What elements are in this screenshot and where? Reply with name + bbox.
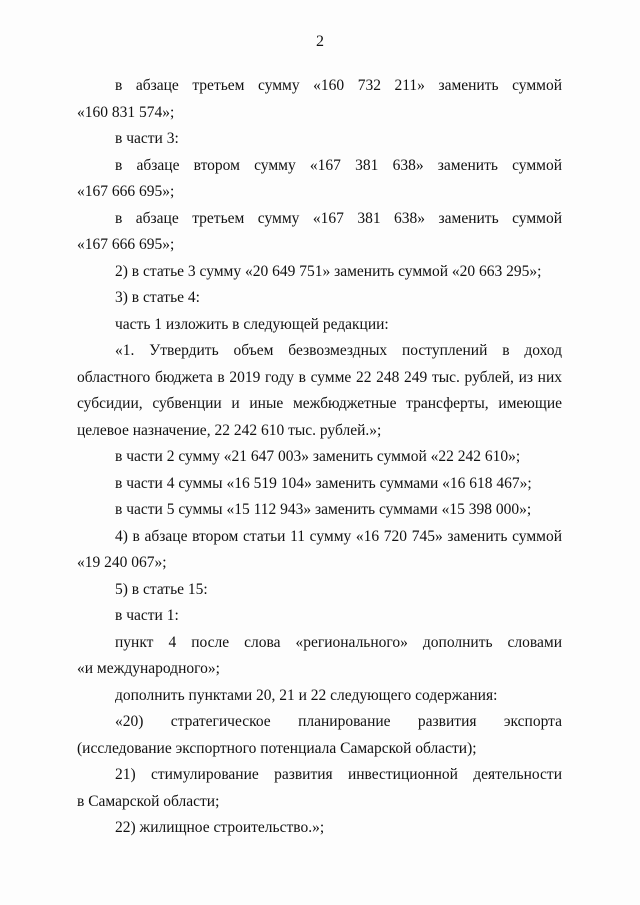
paragraph-line: в Самарской области; (77, 792, 220, 810)
paragraph-line: «и международного»; (77, 660, 220, 677)
paragraph-article-3: 2) в статье 3 сумму «20 649 751» заменить суммой «20 663 295»; (115, 262, 542, 280)
paragraph-part-3: в части 3: (115, 130, 179, 147)
paragraph-article-11-amend (77, 524, 562, 577)
paragraph-line: 21) стимулирование развития инвестиционной деятельности (115, 766, 562, 783)
paragraph-amend-second-abzac (77, 153, 562, 206)
paragraph-part-2-amend: в части 2 сумму «21 647 003» заменить суммой «22 242 610»; (115, 448, 521, 465)
paragraph-line: пункт 4 после слова «регионального» дополнить словами (115, 633, 562, 651)
paragraph-line: «167 666 695»; (77, 236, 175, 253)
paragraph-article-15: 5) в статье 15: (115, 580, 208, 598)
paragraph-part-4-amend: в части 4 суммы «16 519 104» заменить суммами «16 618 467»; (115, 474, 532, 492)
paragraph-item-20: «20) стратегическое планирование развития экспорта (исследование экспортного потенциала Самарской области); (77, 713, 562, 757)
paragraph-part-5-amend: в части 5 суммы «15 112 943» заменить суммами «15 398 000»; (115, 501, 532, 518)
document-body (77, 73, 562, 842)
paragraph-part-1-new-edition: часть 1 изложить в следующей редакции: (115, 315, 389, 333)
paragraph-line: в абзаце третьем сумму «167 381 638» заменить суммой (115, 209, 562, 227)
paragraph-part-1: в части 1: (115, 607, 179, 624)
paragraph-line: «167 666 695»; (77, 183, 175, 200)
paragraph-item-22: 22) жилищное строительство.»; (115, 819, 325, 836)
paragraph-line: «19 240 067»; (77, 554, 167, 571)
paragraph-line: «160 831 574»; (77, 103, 175, 121)
paragraph-item-4-amend (77, 630, 562, 683)
paragraph-amend-third-abzac (77, 73, 562, 126)
paragraph-quoted-part-1: «1. Утвердить объем безвозмездных поступлений в доход областного бюджета в 2019 году в сумме 22 248 249 тыс. рублей, из них субсидии, субвенции и иные межбюджетные трансферты, имеющие целевое назначение, 22 242 610 тыс. рублей.»; (77, 342, 562, 439)
paragraph-line: в абзаце втором сумму «167 381 638» заменить суммой (115, 156, 562, 174)
paragraph-item-21 (77, 762, 562, 815)
paragraph-add-items: дополнить пунктами 20, 21 и 22 следующего содержания: (115, 686, 498, 704)
paragraph-line: в абзаце третьем сумму «160 732 211» заменить суммой (115, 77, 562, 94)
paragraph-line: 4) в абзаце втором статьи 11 сумму «16 720 745» заменить суммой (115, 527, 562, 545)
paragraph-amend-third-abzac-2 (77, 206, 562, 259)
paragraph-article-4: 3) в статье 4: (115, 289, 200, 306)
page-number: 2 (316, 33, 324, 50)
